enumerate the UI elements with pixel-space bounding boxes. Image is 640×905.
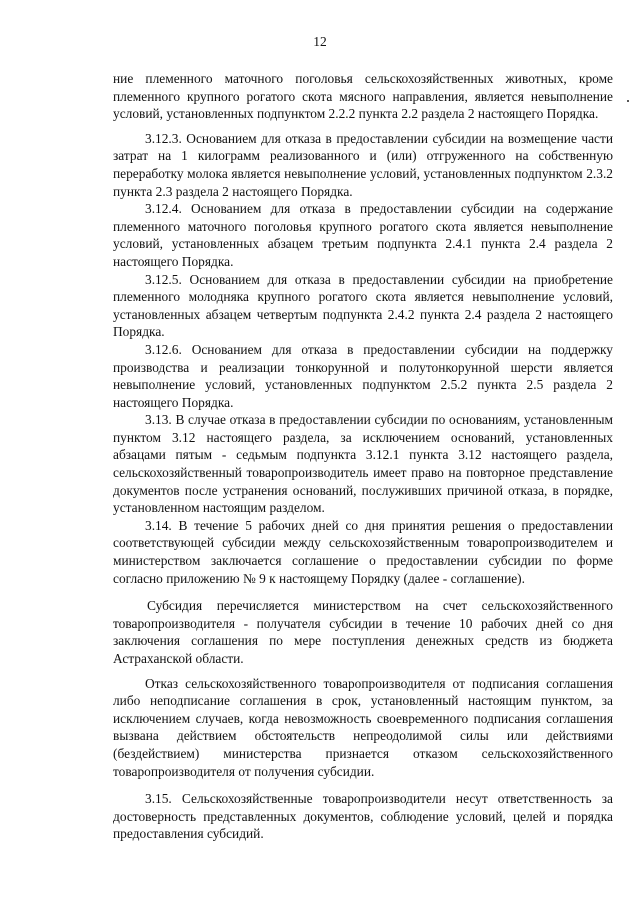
paragraph-3-14: 3.14. В течение 5 рабочих дней со дня принятия решения о предоставлении соответствующей субсидии между сельскохозяйственным товаропроизводителем и министерством заключается соглашение о предоставлении субсидии по форме согласно приложению № 9 к настоящему Порядку (далее - соглашение). xyxy=(113,517,613,586)
paragraph-3-12-4: 3.12.4. Основанием для отказа в предоставлении субсидии на содержание племенного маточного поголовья крупного рогатого скота является невыполнение условий, установленных абзацем третьим подпункта 2.4.1 пункта 2.4 раздела 2 настоящего Порядка. xyxy=(113,201,613,269)
paragraph-refusal-to-sign: Отказ сельскохозяйственного товаропроизводителя от подписания соглашения либо неподписание соглашения в срок, установленный настоящим пунктом, за исключением случаев, когда невозможность своевременного подписания соглашения вызвана действием обстоятельств непреодолимой силы или действиями (бездействием) министерства признается отказом сельскохозяйственного товаропроизводителя от получения субсидии. xyxy=(113,675,613,779)
page-number: 12 xyxy=(313,34,327,49)
paragraph-3-15: 3.15. Сельскохозяйственные товаропроизводители несут ответственность за достоверность представленных документов, соблюдение условий, целей и порядка предоставления субсидий. xyxy=(113,791,613,842)
paragraph-3-12-5: 3.12.5. Основанием для отказа в предоставлении субсидии на приобретение племенного молодняка крупного рогатого скота является невыполнение условий, установленных абзацем четвертым подпункта 2.4.2 пункта 2.4 раздела 2 настоящего Порядка. xyxy=(113,271,613,340)
document-body xyxy=(113,70,613,843)
scan-speck xyxy=(627,100,629,102)
paragraph-3-12-3: 3.12.3. Основанием для отказа в предоставлении субсидии на возмещение части затрат на 1 килограмм реализованного и (или) отгруженного на собственную переработку молока является невыполнение условий, установленных подпунктом 2.3.2 пункта 2.3 раздела 2 настоящего Порядка. xyxy=(113,130,613,199)
paragraph-3-13: 3.13. В случае отказа в предоставлении субсидии по основаниям, установленным пунктом 3.12 настоящего раздела, за исключением оснований, установленных абзацами пятым - седьмым подпункта 3.12.1 пункта 3.12 настоящего раздела, сельскохозяйственный товаропроизводитель имеет право на повторное представление документов после устранения оснований, послуживших причиной отказа, в порядке, установленном настоящим разделом. xyxy=(113,412,613,516)
paragraph-3-12-6: 3.12.6. Основанием для отказа в предоставлении субсидии на поддержку производства и реализации тонкорунной и полутонкорунной шерсти является невыполнение условий, установленных подпунктом 2.5.2 пункта 2.5 раздела 2 настоящего Порядка. xyxy=(113,341,613,410)
paragraph-continuation: ние племенного маточного поголовья сельскохозяйственных животных, кроме племенного крупного рогатого скота мясного направления, является невыполнение условий, установленных подпунктом 2.2.2 пункта 2.2 раздела 2 настоящего Порядка. xyxy=(113,71,613,122)
paragraph-subsidy-transfer: Субсидия перечисляется министерством на счет сельскохозяйственного товаропроизводителя - получателя субсидии в течение 10 рабочих дней со дня заключения соглашения по мере поступления денежных средств из бюджета Астраханской области. xyxy=(113,598,613,666)
